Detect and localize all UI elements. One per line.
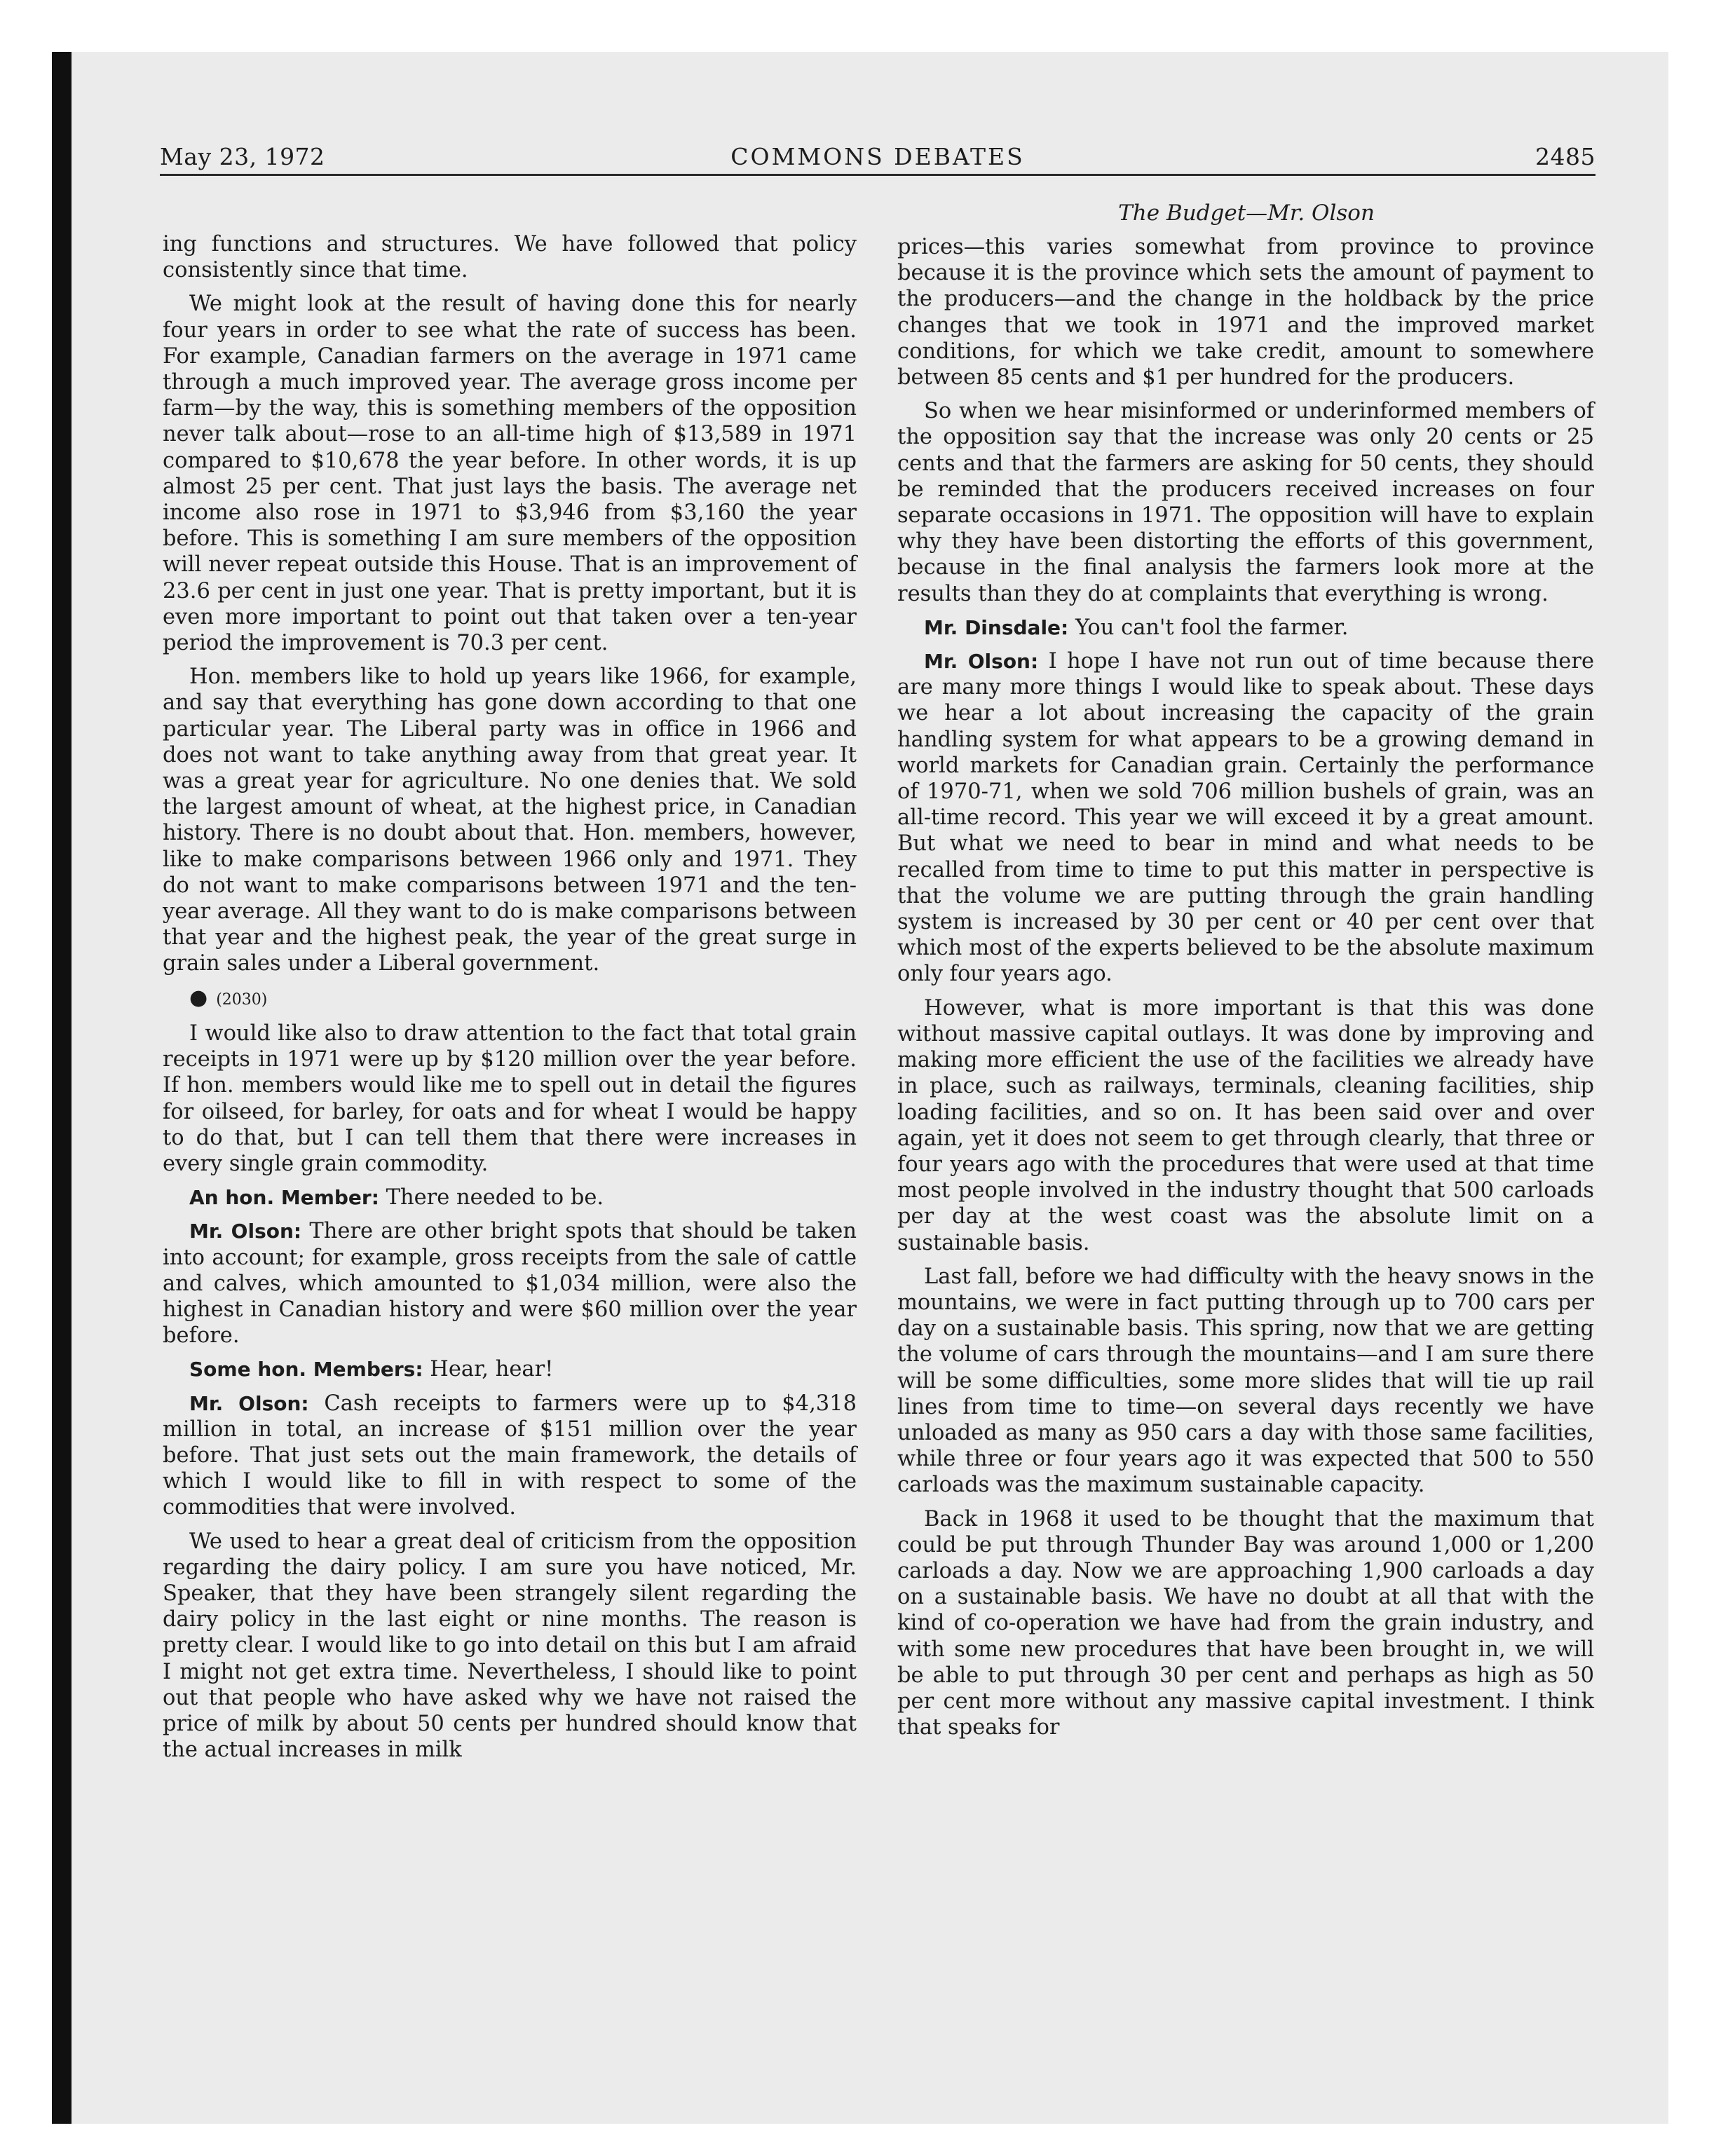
paragraph: We used to hear a great deal of criticism from the opposition regarding the dairy policy. I am sure you have noticed, Mr. Speaker, that they have been strangely silent regarding the dairy policy in the last eight or nine months. The reason is pretty clear. I would like to go into detail on this but I am afraid I might not get extra time. Nevertheless, I should like to point out that people who have asked why we have not raised the price of milk by about 50 cents per hundred should know that the actual increases in milk: [163, 1529, 857, 1763]
speaker-name: Mr. Olson:: [189, 1220, 302, 1243]
running-header: [160, 140, 1595, 176]
paragraph: prices—this varies somewhat from province to province because it is the province which sets the amount of payment to the producers—and the change in the holdback by the price changes that we took in 1971 and the improved market conditions, for which we take credit, amount to somewhere between 85 cents and $1 per hundred for the producers.: [897, 235, 1594, 390]
left-column: [163, 231, 857, 1770]
header-date: May 23, 1972: [160, 143, 325, 170]
speech-text: There are other bright spots that should be taken into account; for example, gross receipts from the sale of cattle and calves, which amounted to $1,034 million, were also the highest in Canadian history and were $60 million over the year before.: [163, 1219, 857, 1349]
time-marker: [163, 985, 857, 1013]
speaker-name: An hon. Member:: [189, 1186, 379, 1210]
speech: [163, 1356, 857, 1382]
right-column: [897, 234, 1594, 1748]
section-subheading: The Budget—Mr. Olson: [1118, 200, 1375, 226]
speech-text: You can't fool the farmer.: [1075, 615, 1349, 640]
paragraph: So when we hear misinformed or underinformed members of the opposition say that the increase was only 20 cents or 25 cents and that the farmers are asking for 50 cents, they should be reminded that the producers received increases on four separate occasions in 1971. The opposition will have to explain why they have been distorting the efforts of this government, because in the final analysis the farmers look more at the results than they do at complaints that everything is wrong.: [897, 399, 1594, 606]
speech-text: There needed to be.: [386, 1185, 604, 1210]
paragraph: Back in 1968 it used to be thought that the maximum that could be put through Thunder Bay was around 1,000 or 1,200 carloads a day. Now we are approaching 1,900 carloads a day on a sustainable basis. We have no doubt at all that with the kind of co-operation we have had from the grain industry, and with some new procedures that have been brought in, we will be able to put through 30 per cent and perhaps as high as 50 per cent more without any massive capital investment. I think that speaks for: [897, 1506, 1594, 1740]
page-number: 2485: [1535, 143, 1595, 170]
paragraph: However, what is more important is that this was done without massive capital outlays. It was done by improving and making more efficient the use of the facilities we already have in place, such as railways, terminals, cleaning facilities, ship loading facilities, and so on. It has been said over and over again, yet it does not seem to get through clearly, that three or four years ago with the procedures that were used at that time most people involved in the industry thought that 500 carloads per day at the west coast was the absolute limit on a sustainable basis.: [897, 995, 1594, 1255]
speaker-name: Mr. Olson:: [924, 650, 1039, 674]
speech: [897, 615, 1594, 641]
speech-text: I hope I have not run out of time because there are many more things I would like to speak about. These days we hear a lot about increasing the capacity of the grain handling system for what appears to be a growing demand in world markets for Canadian grain. Certainly the performance of 1970-71, when we sold 706 million bushels of grain, was an all-time record. This year we will exceed it by a great amount. But what we need to bear in mind and what needs to be recalled from time to time to put this matter in perspective is that the volume we are putting through the grain handling system is increased by 30 per cent or 40 per cent over that which most of the experts believed to be the absolute maximum only four years ago.: [897, 649, 1594, 987]
speaker-name: Mr. Olson:: [189, 1391, 309, 1415]
speech: [163, 1185, 857, 1210]
speech: [163, 1218, 857, 1349]
paragraph: I would like also to draw attention to the fact that total grain receipts in 1971 were up by $120 million over the year before. If hon. members would like me to spell out in detail the figures for oilseed, for barley, for oats and for wheat I would be happy to do that, but I can tell them that there were increases in every single grain commodity.: [163, 1021, 857, 1176]
speaker-name: Some hon. Members:: [189, 1358, 423, 1381]
speech-text: Cash receipts to farmers were up to $4,318 million in total, an increase of $151 million over the year before. That just sets out the main framework, the details of which I would like to fill in with respect to some of the commodities that were involved.: [163, 1391, 857, 1520]
paragraph: Hon. members like to hold up years like 1966, for example, and say that everything has gone down according to that one particular year. The Liberal party was in office in 1966 and does not want to take anything away from that great year. It was a great year for agriculture. No one denies that. We sold the largest amount of wheat, at the highest price, in Canadian history. There is no doubt about that. Hon. members, however, like to make comparisons between 1966 only and 1971. They do not want to make comparisons between 1971 and the ten-year average. All they want to do is make comparisons between that year and the highest peak, the year of the great surge in grain sales under a Liberal government.: [163, 664, 857, 976]
bullet-icon: ●: [189, 985, 208, 1010]
publication-title: COMMONS DEBATES: [730, 143, 1025, 170]
paragraph: We might look at the result of having done this for nearly four years in order to see what the rate of success has been. For example, Canadian farmers on the average in 1971 came through a much improved year. The average gross income per farm—by the way, this is something members of the opposition never talk about—rose to an all-time high of $13,589 in 1971 compared to $10,678 the year before. In other words, it is up almost 25 per cent. That just lays the basis. The average net income also rose in 1971 to $3,946 from $3,160 the year before. This is something I am sure members of the opposition will never repeat outside this House. That is an improvement of 23.6 per cent in just one year. That is pretty important, but it is even more important to point out that taken over a ten-year period the improvement is 70.3 per cent.: [163, 292, 857, 656]
speech: [897, 648, 1594, 988]
paragraph: ing functions and structures. We have followed that policy consistently since that time.: [163, 232, 857, 283]
speech-text: Hear, hear!: [430, 1357, 554, 1382]
paragraph: Last fall, before we had difficulty with the heavy snows in the mountains, we were in fact putting through up to 700 cars per day on a sustainable basis. This spring, now that we are getting the volume of cars through the mountains—and I am sure there will be some difficulties, some more slides that will tie up rail lines from time to time—on several days recently we have unloaded as many as 950 cars a day with those same facilities, while three or four years ago it was expected that 500 to 550 carloads was the maximum sustainable capacity.: [897, 1264, 1594, 1498]
time-marker-text: (2030): [216, 990, 268, 1009]
speaker-name: Mr. Dinsdale:: [924, 615, 1069, 639]
speech: [163, 1391, 857, 1521]
